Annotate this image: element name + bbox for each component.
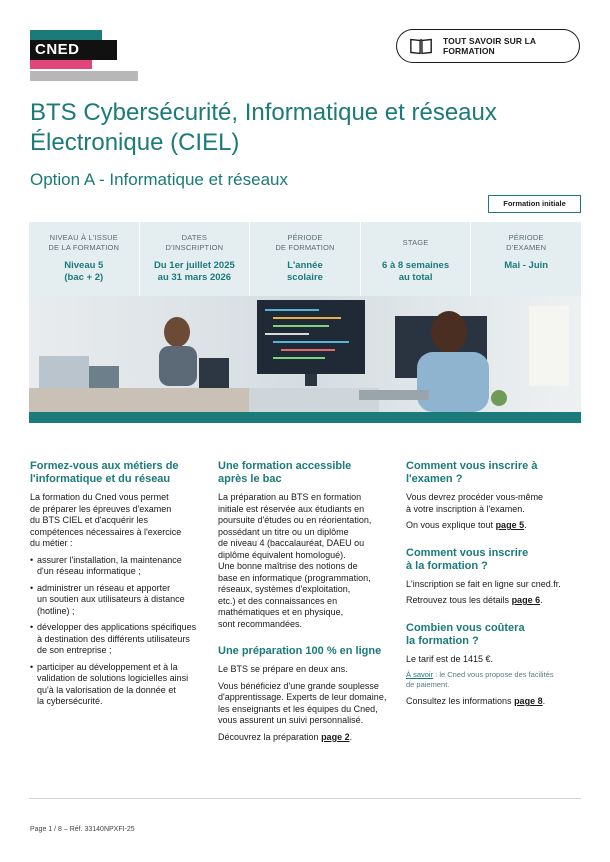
info-label: PÉRIODE DE FORMATION [275,233,335,252]
section-heading: Combien vous coûtera la formation ? [406,621,525,647]
info-label: STAGE [402,238,429,247]
logo-wordmark: CNED [30,40,117,60]
paragraph-text: Consultez les informations [406,696,515,706]
section-paragraph [406,696,582,708]
note-prefix: À savoir [406,670,434,679]
section-paragraph: La préparation au BTS en formation initiale est réservée aux étudiants en poursuite d'études ou en réorientation, possédant un titre ou un diplôme de niveau 4 (baccalauréat, DAEU ou diplôme équivalent homologué). Une bonne maîtrise des notions de base en informatique (programmation, réseaux, systèmes d'exploitation, etc.) et des connaissances en mathématiques et en physique, sont recommandées. [218,492,372,629]
info-dates [140,222,251,296]
page-title [30,98,590,158]
section-heading: Comment vous inscrire à l'examen ? [406,460,538,485]
info-label: PÉRIODE D'EXAMEN [506,233,547,252]
section-heading: Une formation accessible après le bac [218,460,352,485]
page-8-link[interactable]: page 8 [514,696,543,706]
section-heading: Formez-vous aux métiers de l'informatique et du réseau [30,460,179,485]
info-value: 6 à 8 semaines au total [382,260,450,283]
column-acces [218,460,394,748]
section-paragraph: Vous devrez procéder vous-même à votre inscription à l'examen. [406,492,544,514]
info-label: NIVEAU À L'ISSUE DE LA FORMATION [48,233,120,252]
formation-info-label: TOUT SAVOIR SUR LA FORMATION [443,36,536,56]
formation-type-badge: Formation initiale [488,195,581,213]
list-item: • participer au développement et à la validation de solutions logicielles ainsi qu'à la valorisation de la donnée et la cybersécurité. [30,662,206,708]
list-item: • administrer un réseau et apporter un soutien aux utilisateurs à distance (hotline) ; [30,583,206,618]
info-stage [361,222,472,296]
list-item: • développer des applications spécifiques à destination des différents utilisateurs de son entreprise ; [30,622,206,657]
info-niveau [29,222,140,296]
page-5-link[interactable]: page 5 [495,520,525,530]
cned-logo [30,30,120,82]
hero-photo [29,296,581,412]
page-2-link[interactable]: page 2 [321,731,350,742]
formation-info-button[interactable] [396,29,580,63]
paragraph-text: Retrouvez tous les détails [406,595,512,605]
paragraph-end: . [524,520,527,530]
info-value: Du 1er juillet 2025 au 31 mars 2026 [153,260,235,283]
payment-note [406,670,582,690]
title-line-2: Électronique (CIEL) [30,129,240,156]
skills-list [30,555,206,708]
section-paragraph: Vous bénéficiez d'une grande souplesse d'apprentissage. Experts de leur domaine, les enseignants et les équipes du Cned, vous assurent un suivi personnalisé. [218,680,387,725]
section-paragraph [218,732,394,744]
key-info-bar [29,222,581,296]
paragraph-text: Découvrez la préparation [218,731,322,742]
logo-pink-bar [30,60,92,69]
column-metiers [30,460,206,713]
info-label: DATES D'INSCRIPTION [165,233,224,252]
section-paragraph: L'inscription se fait en ligne sur cned.fr. [406,578,561,589]
paragraph-end: . [542,696,546,706]
info-periode-examen [471,222,581,296]
list-item: • assurer l'installation, la maintenance d'un réseau informatique ; [30,555,206,578]
info-value: L'année scolaire [287,260,323,283]
paragraph-end: . [540,595,543,605]
section-paragraph [406,520,582,532]
note-text: : le Cned vous propose des facilités de paiement. [406,670,554,689]
info-periode-formation [250,222,361,296]
section-paragraph: Le tarif est de 1415 €. [406,653,494,664]
teal-accent-strip [29,412,581,423]
title-line-1: BTS Cybersécurité, Informatique et réseaux [30,99,497,126]
section-heading: Une préparation 100 % en ligne [218,645,382,657]
paragraph-end: . [349,731,353,742]
section-intro: La formation du Cned vous permet de préparer les épreuves d'examen du BTS CIEL et d'acquérir les compétences nécessaires à l'exercice du métier : [30,492,182,548]
page-footer: Page 1 / 8 – Réf. 33140NPXFI-25 [30,826,135,833]
info-value: Mai - Juin [504,260,549,271]
paragraph-text: On vous explique tout [406,520,496,530]
page-subtitle: Option A - Informatique et réseaux [30,170,288,189]
page-6-link[interactable]: page 6 [511,595,541,605]
info-value: Niveau 5 (bac + 2) [64,260,104,283]
logo-grey-bar [30,71,138,81]
column-inscription [406,460,582,713]
open-book-icon [409,36,433,56]
section-paragraph: Le BTS se prépare en deux ans. [218,664,348,674]
office-scene-illustration [29,296,581,412]
logo-teal-bar [30,30,102,40]
section-paragraph [406,595,582,607]
section-heading: Comment vous inscrire à la formation ? [406,546,529,572]
footer-divider [29,798,581,799]
